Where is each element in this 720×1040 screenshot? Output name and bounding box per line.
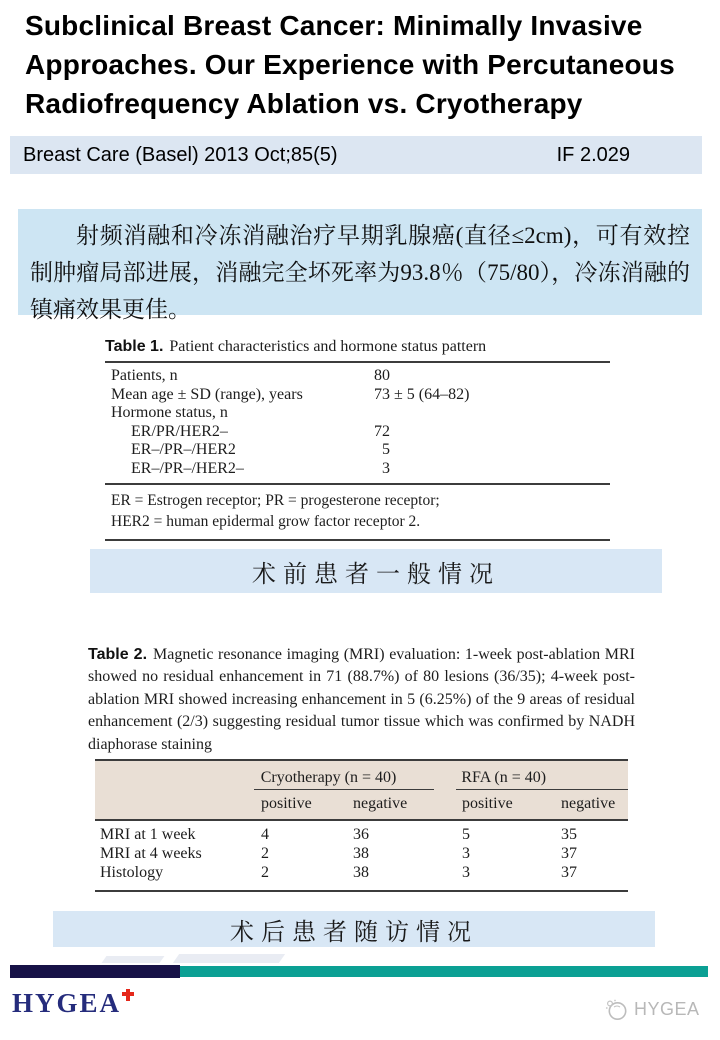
impact-factor: IF 2.029 [556,143,630,166]
summary-box [18,209,702,322]
table2-header [95,761,628,821]
row-label: MRI at 4 weeks [100,845,202,863]
banner-text: 术后患者随访情况 [230,919,478,946]
cell-value: 5 [462,826,470,844]
row-value [370,404,390,423]
table1-caption [105,338,610,356]
title-line-2: Approaches. Our Experience with Percutaneous [25,49,675,80]
table2-caption-text: Magnetic resonance imaging (MRI) evaluation: 1-week post-ablation MRI showed no residual enhancement in 71 (88.7%) of 80 lesions (36/35); 4-week post-ablation MRI showed increasing enhancement in 5 (6.25%) of the 9 areas of residual enhancement (2/3) suggesting residual tumor tissue which was confirmed by NADH diaphorase staining [88,646,636,753]
hygea-logo-text: HYGEA [12,988,122,1018]
footer-bar-teal [180,966,708,977]
footnote-line: HER2 = human epidermal grow factor receptor 2. [111,513,421,530]
table1 [105,338,610,541]
row-label: ER/PR/HER2– [131,422,228,440]
title-line-3: Radiofrequency Ablation vs. Cryotherapy [25,88,583,119]
table-row [100,825,628,844]
cell-value: 36 [353,826,369,844]
table-row [111,423,610,442]
cell-value: 37 [561,845,577,863]
row-value-num: 80 [374,367,390,384]
section-banner-followup [53,911,655,947]
footer-bar-navy [10,965,180,978]
table2-grid [95,759,628,892]
table1-body [105,361,610,485]
subheader-positive: positive [261,795,312,813]
banner-text: 术前患者一般情况 [252,561,500,588]
cell-value: 38 [353,845,369,863]
red-cross-icon [122,989,134,1001]
hygea-watermark-text: HYGEA [634,999,700,1019]
hygea-watermark [604,997,700,1022]
table2-subheader-row [95,790,628,813]
journal-citation: Breast Care (Basel) 2013 Oct;85(5) [23,143,338,166]
row-value-num: 73 [374,385,390,403]
table2 [88,644,635,892]
table2-caption-label: Table 2. [88,646,148,663]
row-value-num: 72 [374,422,390,440]
row-label: Mean age ± SD (range), years [111,385,303,403]
cell-value: 4 [261,826,269,844]
table-row [100,863,628,882]
table2-caption [88,644,635,756]
cell-value: 3 [462,864,470,882]
subheader-negative: negative [561,795,616,813]
table2-group-header-row [95,764,628,790]
row-value [370,367,390,386]
table1-footnote [105,485,610,541]
cell-value: 37 [561,864,577,882]
row-label: Histology [100,864,164,882]
table-row [111,404,610,423]
table1-caption-label: Table 1. [105,338,164,355]
row-value [370,441,390,460]
row-label: MRI at 1 week [100,826,196,844]
table-row [111,460,610,479]
cell-value: 35 [561,826,577,844]
cell-value: 2 [261,864,269,882]
footer-decoration [173,954,285,963]
table-row [100,844,628,863]
hygea-watermark-icon [604,997,629,1022]
header-spacer [100,795,261,813]
table-row [111,367,610,386]
cell-value: 2 [261,845,269,863]
row-value-num: 3 [382,459,390,477]
row-label: Patients, n [111,367,178,384]
title-line-1: Subclinical Breast Cancer: Minimally Invasive [25,10,643,41]
subheader-positive: positive [462,795,513,813]
footer-decoration [102,956,165,963]
row-label: Hormone status, n [111,404,228,421]
section-banner-preop [90,549,662,593]
table-row [111,386,610,405]
table-row [111,441,610,460]
cell-value: 3 [462,845,470,863]
row-label: ER–/PR–/HER2 [131,441,236,458]
table1-caption-text: Patient characteristics and hormone status pattern [169,338,487,355]
subheader-negative: negative [353,795,408,813]
row-value [370,386,469,405]
footnote-line: ER = Estrogen receptor; PR = progesterone receptor; [111,492,440,509]
table2-body [95,821,628,890]
cell-value: 38 [353,864,369,882]
hygea-logo [12,988,134,1019]
row-value [370,423,390,442]
group-header-cryotherapy: Cryotherapy (n = 40) [254,769,435,790]
row-value-num: 5 [382,441,390,458]
row-value-rest: ± 5 (64–82) [390,385,470,403]
row-label: ER–/PR–/HER2– [131,459,244,477]
row-value [370,460,390,479]
page-title [25,6,695,123]
group-header-rfa: RFA (n = 40) [456,769,628,790]
summary-text: 射频消融和冷冻消融治疗早期乳腺癌(直径≤2cm)，可有效控制肿瘤局部进展，消融完全坏死率为93.8％（75/80），冷冻消融的镇痛效果更佳。 [30,223,690,322]
journal-bar [10,136,702,174]
